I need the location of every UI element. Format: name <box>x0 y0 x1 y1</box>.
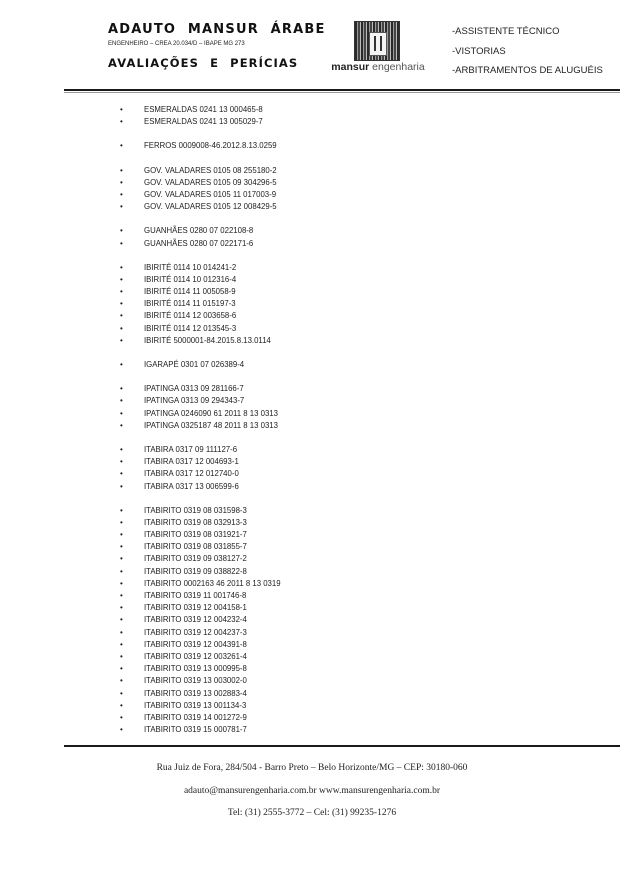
case-number: GOV. VALADARES 0105 12 008429-5 <box>144 202 277 212</box>
list-item <box>120 602 281 614</box>
list-item <box>120 177 281 189</box>
list-item <box>120 395 281 407</box>
bullet-icon: • <box>120 530 123 540</box>
list-item <box>120 104 281 116</box>
list-item <box>120 165 281 177</box>
case-group <box>120 104 281 128</box>
list-item <box>120 238 281 250</box>
services-list <box>452 22 603 81</box>
bullet-icon: • <box>120 603 123 613</box>
list-item <box>120 262 281 274</box>
bullet-icon: • <box>120 299 123 309</box>
logo-word-bold: mansur <box>331 61 370 73</box>
case-number: ITABIRITO 0319 12 004237-3 <box>144 627 247 637</box>
bullet-icon: • <box>120 627 123 637</box>
case-list <box>120 104 281 748</box>
bullet-icon: • <box>120 117 123 127</box>
case-group <box>120 262 281 347</box>
company-tagline: AVALIAÇÕES E PERÍCIAS <box>108 56 299 70</box>
case-number: GOV. VALADARES 0105 09 304296-5 <box>144 177 277 187</box>
bullet-icon: • <box>120 141 123 151</box>
case-number: IBIRITÉ 0114 12 013545-3 <box>144 323 237 333</box>
bullet-icon: • <box>120 688 123 698</box>
header-divider-thin <box>64 92 620 93</box>
case-number: ITABIRITO 0319 09 038822-8 <box>144 566 247 576</box>
case-number: GOV. VALADARES 0105 08 255180-2 <box>144 165 277 175</box>
bullet-icon: • <box>120 700 123 710</box>
case-group <box>120 140 281 152</box>
list-item <box>120 274 281 286</box>
case-number: ITABIRITO 0319 08 031921-7 <box>144 530 247 540</box>
bullet-icon: • <box>120 238 123 248</box>
bullet-icon: • <box>120 517 123 527</box>
list-item <box>120 529 281 541</box>
case-number: GUANHÃES 0280 07 022171-6 <box>144 238 254 248</box>
case-number: ITABIRITO 0319 13 000995-8 <box>144 664 247 674</box>
case-group <box>120 225 281 249</box>
list-item <box>120 116 281 128</box>
list-item <box>120 724 281 736</box>
case-number: ESMERALDAS 0241 13 005029-7 <box>144 117 263 127</box>
list-item <box>120 639 281 651</box>
engineer-name: ADAUTO MANSUR ÁRABE <box>108 22 326 37</box>
bullet-icon: • <box>120 651 123 661</box>
logo-word-light: engenharia <box>372 61 425 73</box>
case-group <box>120 359 281 371</box>
list-item <box>120 420 281 432</box>
case-number: IBIRITÉ 5000001-84.2015.8.13.0114 <box>144 335 271 345</box>
list-item <box>120 663 281 675</box>
bullet-icon: • <box>120 177 123 187</box>
bullet-icon: • <box>120 591 123 600</box>
case-number: ITABIRITO 0002163 46 2011 8 13 0319 <box>144 578 281 588</box>
bullet-icon: • <box>120 578 123 588</box>
list-item <box>120 627 281 639</box>
bullet-icon: • <box>120 457 123 467</box>
list-item <box>120 468 281 480</box>
bullet-icon: • <box>120 396 123 406</box>
bullet-icon: • <box>120 262 123 272</box>
bullet-icon: • <box>120 639 123 649</box>
list-item <box>120 481 281 493</box>
case-number: IBIRITÉ 0114 11 015197-3 <box>144 299 236 309</box>
case-number: ITABIRITO 0319 09 038127-2 <box>144 554 247 564</box>
case-number: IBIRITÉ 0114 12 003658-6 <box>144 311 237 321</box>
list-item <box>120 286 281 298</box>
case-number: ITABIRITO 0319 12 004232-4 <box>144 615 247 625</box>
bullet-icon: • <box>120 408 123 418</box>
engineer-credentials: ENGENHEIRO – CREA 20.034/D – IBAPE MG 273 <box>108 41 245 47</box>
letterhead-left <box>108 22 326 70</box>
list-item <box>120 189 281 201</box>
list-item <box>120 688 281 700</box>
bullet-icon: • <box>120 202 123 212</box>
bullet-icon: • <box>120 444 123 454</box>
bullet-icon: • <box>120 360 123 369</box>
list-item <box>120 298 281 310</box>
list-item <box>120 505 281 517</box>
service-item: -ARBITRAMENTOS DE ALUGUÉIS <box>452 65 603 76</box>
bullet-icon: • <box>120 165 123 175</box>
bullet-icon: • <box>120 712 123 722</box>
case-number: ITABIRA 0317 12 012740-0 <box>144 469 239 479</box>
bullet-icon: • <box>120 420 123 430</box>
list-item <box>120 408 281 420</box>
list-item <box>120 140 281 152</box>
logo-wordmark <box>326 61 430 73</box>
company-logo <box>326 21 430 79</box>
case-number: ITABIRA 0317 12 004693-1 <box>144 457 239 467</box>
case-number: ITABIRITO 0319 14 001272-9 <box>144 712 247 722</box>
bullet-icon: • <box>120 481 123 491</box>
list-item <box>120 553 281 565</box>
list-item <box>120 590 281 602</box>
list-item <box>120 359 281 371</box>
bullet-icon: • <box>120 725 123 735</box>
list-item <box>120 335 281 347</box>
list-item <box>120 383 281 395</box>
bullet-icon: • <box>120 566 123 576</box>
bullet-icon: • <box>120 676 123 686</box>
list-item <box>120 541 281 553</box>
bullet-icon: • <box>120 505 123 515</box>
case-number: IBIRITÉ 0114 10 012316-4 <box>144 274 237 284</box>
case-number: FERROS 0009008-46.2012.8.13.0259 <box>144 141 277 151</box>
case-number: IPATINGA 0313 09 281166-7 <box>144 384 244 394</box>
bullet-icon: • <box>120 469 123 479</box>
bullet-icon: • <box>120 311 123 321</box>
case-number: ITABIRA 0317 13 006599-6 <box>144 481 239 491</box>
service-item: -VISTORIAS <box>452 45 506 57</box>
case-number: ITABIRITO 0319 13 003002-0 <box>144 676 247 686</box>
case-number: ITABIRA 0317 09 111127-6 <box>144 444 238 454</box>
logo-building-icon <box>354 21 400 61</box>
case-number: ITABIRITO 0319 15 000781-7 <box>144 725 247 735</box>
footer-address: Rua Juiz de Fora, 284/504 - Barro Preto – Belo Horizonte/MG – CEP: 30180-060 <box>156 763 468 773</box>
list-item <box>120 700 281 712</box>
list-item <box>120 651 281 663</box>
case-number: ITABIRITO 0319 08 032913-3 <box>144 517 247 527</box>
list-item <box>120 225 281 237</box>
header-divider <box>64 89 620 91</box>
case-number: ITABIRITO 0319 12 003261-4 <box>144 651 247 661</box>
case-number: IBIRITÉ 0114 10 014241-2 <box>144 262 237 272</box>
list-item <box>120 310 281 322</box>
list-item <box>120 517 281 529</box>
list-item <box>120 712 281 724</box>
bullet-icon: • <box>120 105 123 114</box>
footer-divider <box>64 745 620 747</box>
case-number: GOV. VALADARES 0105 11 017003-9 <box>144 189 277 199</box>
bullet-icon: • <box>120 189 123 199</box>
case-number: ITABIRITO 0319 12 004158-1 <box>144 603 247 613</box>
case-number: ITABIRITO 0319 12 004391-8 <box>144 639 247 649</box>
case-number: GUANHÃES 0280 07 022108-8 <box>144 226 254 236</box>
bullet-icon: • <box>120 384 123 394</box>
list-item <box>120 614 281 626</box>
bullet-icon: • <box>120 542 123 552</box>
bullet-icon: • <box>120 664 123 674</box>
case-number: IPATINGA 0313 09 294343-7 <box>144 396 245 406</box>
footer-contact: adauto@mansurengenharia.com.br www.mansurengenharia.com.br <box>183 786 441 796</box>
bullet-icon: • <box>120 274 123 284</box>
footer-phone: Tel: (31) 2555-3772 – Cel: (31) 99235-1276 <box>227 808 397 818</box>
case-number: ITABIRITO 0319 11 001746-8 <box>144 591 247 600</box>
bullet-icon: • <box>120 335 123 345</box>
case-number: IBIRITÉ 0114 11 005058-9 <box>144 287 236 297</box>
case-number: ITABIRITO 0319 08 031855-7 <box>144 542 247 552</box>
case-group <box>120 505 281 737</box>
bullet-icon: • <box>120 554 123 564</box>
bullet-icon: • <box>120 615 123 625</box>
list-item <box>120 201 281 213</box>
case-group <box>120 383 281 432</box>
case-group <box>120 444 281 493</box>
case-number: IPATINGA 0325187 48 2011 8 13 0313 <box>144 420 278 430</box>
case-number: ITABIRITO 0319 13 001134-3 <box>144 700 247 710</box>
list-item <box>120 578 281 590</box>
list-item <box>120 444 281 456</box>
case-number: IPATINGA 0246090 61 2011 8 13 0313 <box>144 408 278 418</box>
case-number: ESMERALDAS 0241 13 000465-8 <box>144 105 263 114</box>
bullet-icon: • <box>120 226 123 236</box>
case-group <box>120 165 281 214</box>
list-item <box>120 456 281 468</box>
case-number: ITABIRITO 0319 13 002883-4 <box>144 688 247 698</box>
case-number: IGARAPÉ 0301 07 026389-4 <box>144 360 245 369</box>
case-number: ITABIRITO 0319 08 031598-3 <box>144 505 247 515</box>
bullet-icon: • <box>120 323 123 333</box>
bullet-icon: • <box>120 287 123 297</box>
list-item <box>120 566 281 578</box>
list-item <box>120 675 281 687</box>
service-item: -ASSISTENTE TÉCNICO <box>452 26 560 37</box>
list-item <box>120 323 281 335</box>
